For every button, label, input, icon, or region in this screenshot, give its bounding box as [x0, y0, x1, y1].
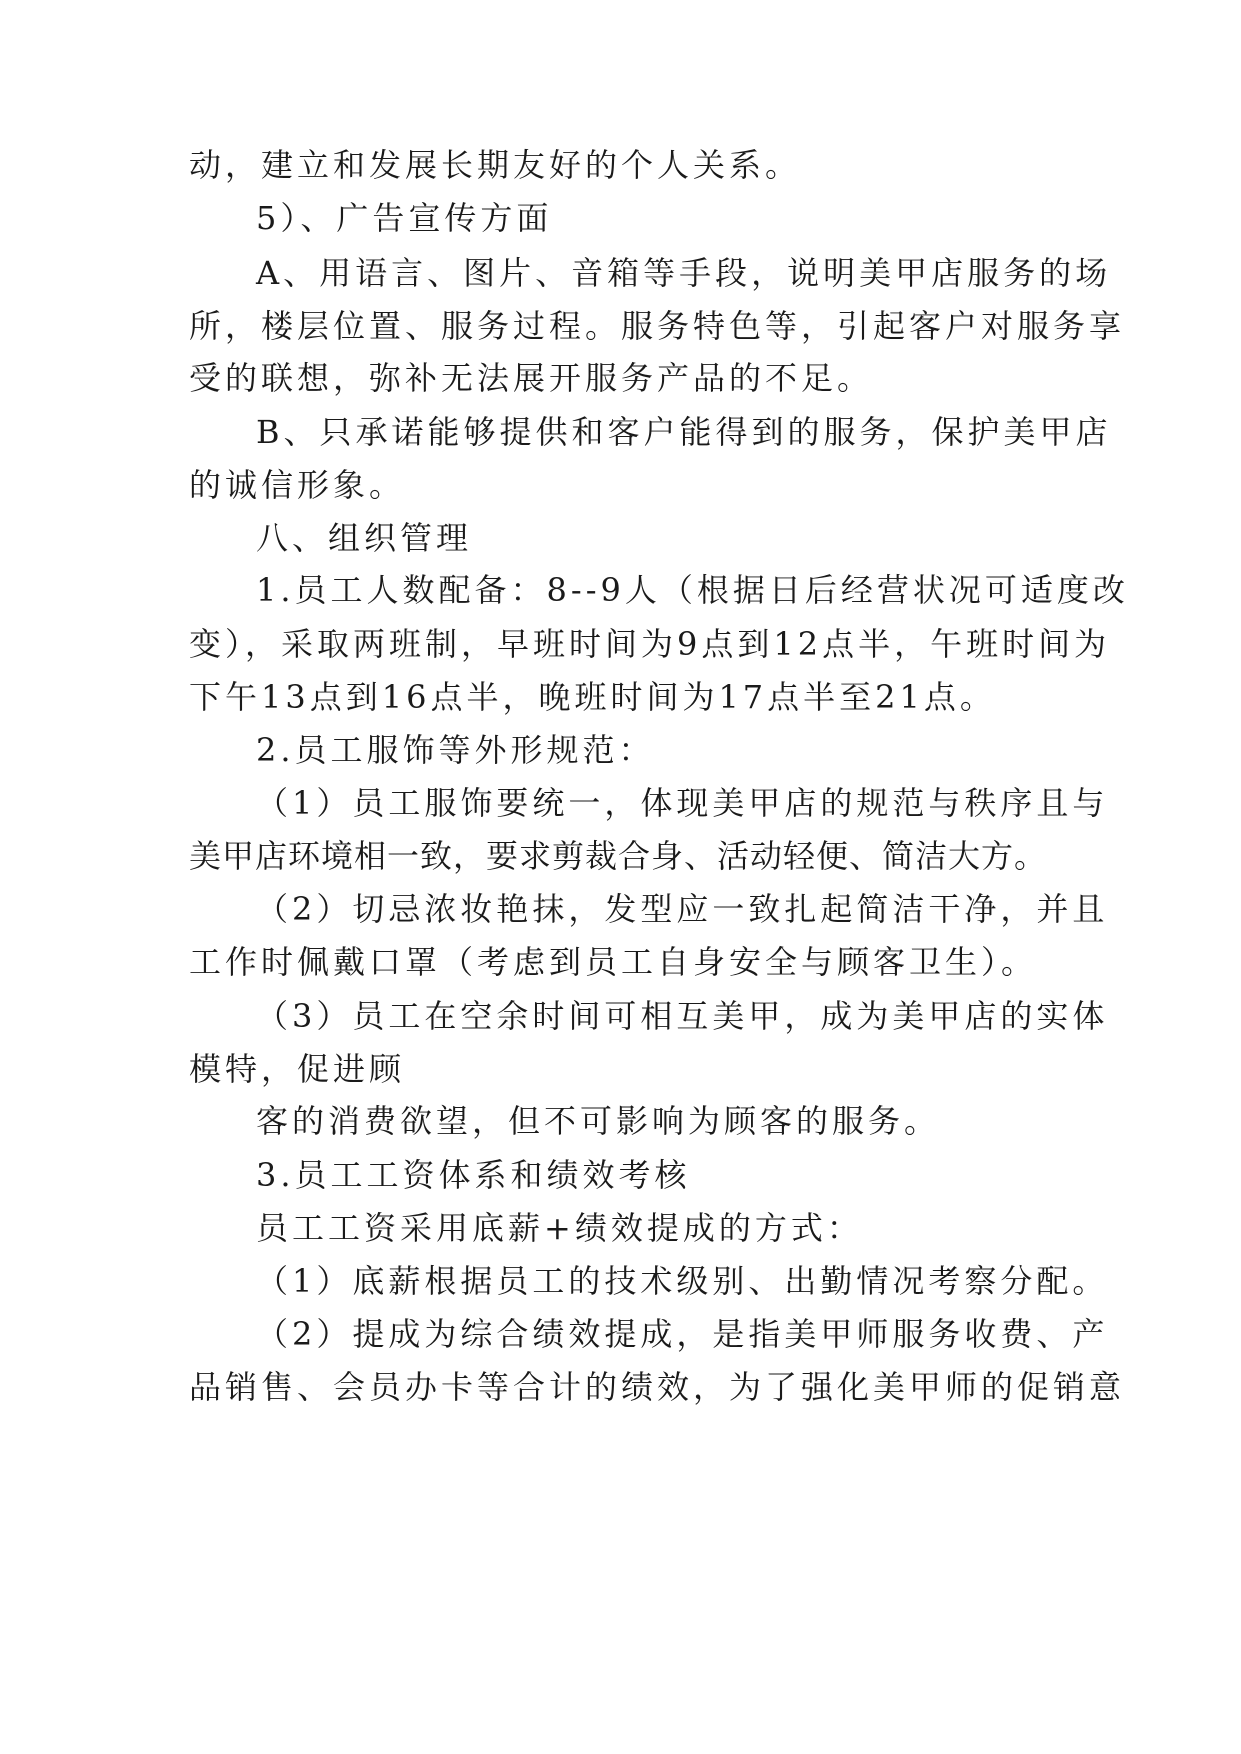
section-heading: 八、组织管理: [256, 519, 473, 557]
text-line-21: 员工工资采用底薪+绩效提成的方式：: [256, 1209, 863, 1247]
text-line-3: A、用语言、图片、音箱等手段，说明美甲店服务的场: [256, 254, 1112, 292]
text-line-18: 模特，促进顾: [189, 1050, 406, 1088]
text-line-13: （1）员工服饰要统一，体现美甲店的规范与秩序且与: [256, 784, 1109, 822]
text-line-7: 的诚信形象。: [189, 466, 406, 504]
text-line-15: （2）切忌浓妆艳抹，发型应一致扎起简洁干净，并且: [256, 890, 1109, 928]
text-line-4: 所，楼层位置、服务过程。服务特色等，引起客户对服务享: [189, 307, 1126, 345]
text-line-14: 美甲店环境相一致，要求剪裁合身、活动轻便、简洁大方。: [189, 837, 1048, 875]
text-line-20: 3.员工工资体系和绩效考核: [256, 1156, 691, 1194]
text-line-23: （2）提成为综合绩效提成，是指美甲师服务收费、产: [256, 1315, 1109, 1353]
text-line-22: （1）底薪根据员工的技术级别、出勤情况考察分配。: [256, 1262, 1109, 1300]
text-line-12: 2.员工服饰等外形规范：: [256, 731, 655, 769]
text-line-1: 动，建立和发展长期友好的个人关系。: [189, 146, 802, 184]
text-line-11: 下午13点到16点半，晚班时间为17点半至21点。: [189, 678, 996, 716]
text-line-16: 工作时佩戴口罩（考虑到员工自身安全与顾客卫生）。: [189, 943, 1038, 981]
text-line-10: 变），采取两班制，早班时间为9点到12点半，午班时间为: [189, 625, 1111, 663]
text-line-19: 客的消费欲望，但不可影响为顾客的服务。: [256, 1102, 941, 1140]
text-line-17: （3）员工在空余时间可相互美甲，成为美甲店的实体: [256, 997, 1109, 1035]
text-line-5: 受的联想，弥补无法展开服务产品的不足。: [189, 359, 874, 397]
text-line-6: B、只承诺能够提供和客户能得到的服务，保护美甲店: [256, 413, 1112, 451]
text-line-2: 5）、广告宣传方面: [256, 199, 553, 237]
text-line-24: 品销售、会员办卡等合计的绩效，为了强化美甲师的促销意: [189, 1368, 1126, 1406]
text-line-9: 1.员工人数配备：8--9人（根据日后经营状况可适度改: [256, 571, 1129, 609]
